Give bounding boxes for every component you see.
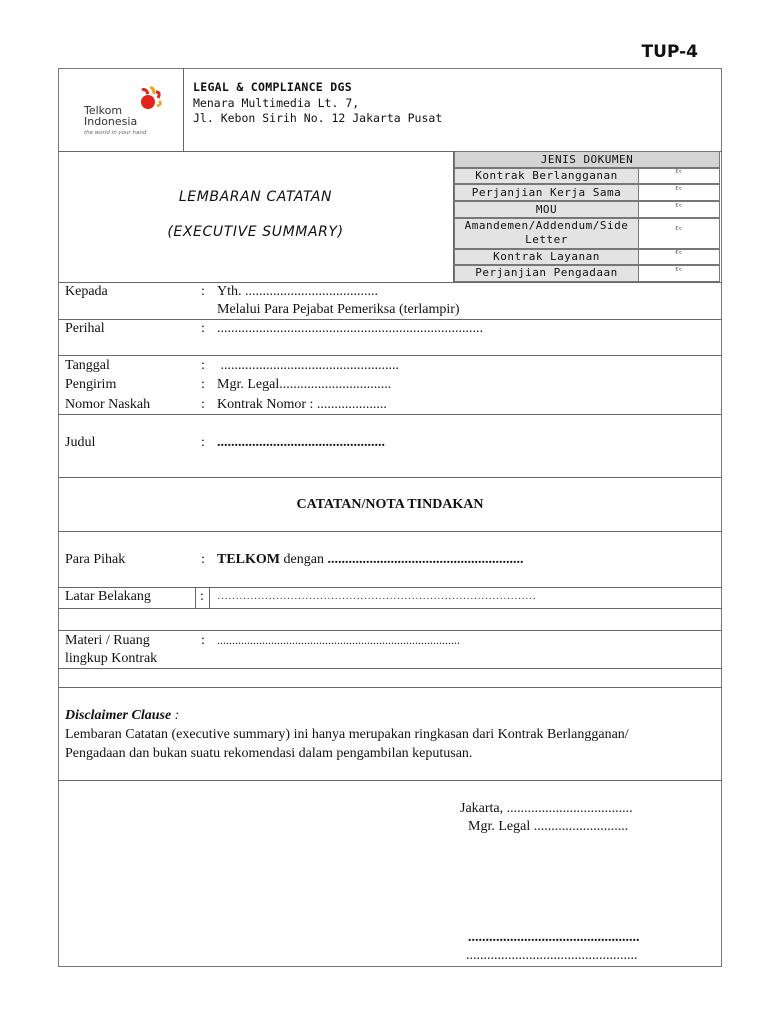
perihal-colon: : — [201, 321, 205, 336]
disclaimer-title-suffix: : — [171, 708, 180, 723]
nomor-naskah-label: Nomor Naskah — [65, 397, 151, 412]
sign-role[interactable]: Mgr. Legal ........................... — [468, 819, 629, 834]
logo-name: Telkom — [84, 104, 123, 117]
jenis-dokumen-header: JENIS DOKUMEN — [540, 153, 634, 166]
sign-title-line[interactable]: ................................................. — [466, 948, 638, 963]
org-address-2: Jl. Kebon Sirih No. 12 Jakarta Pusat — [193, 111, 443, 125]
materi-colon: : — [201, 633, 205, 648]
para-pihak-dots: ........................................................ — [327, 552, 524, 567]
section-title: CATATAN/NOTA TINDAKAN — [296, 497, 484, 512]
doc-subtitle: (EXECUTIVE SUMMARY) — [167, 224, 344, 240]
logo-tagline: the world in your hand — [84, 130, 147, 136]
disclaimer-line-2: Pengadaan dan bukan suatu rekomendasi dalam pengambilan keputusan. — [65, 746, 473, 761]
tanggal-value[interactable]: ................................................... — [217, 358, 399, 373]
jenis-item-kontrak-layanan: Kontrak Layanan — [493, 250, 600, 263]
logo-sub: Indonesia — [84, 115, 138, 128]
latar-belakang-colon: : — [200, 589, 204, 604]
judul-label: Judul — [65, 435, 96, 450]
kepada-colon: : — [201, 284, 205, 299]
judul-colon: : — [201, 435, 205, 450]
doc-title: LEMBARAN CATATAN — [178, 189, 333, 205]
tanggal-label: Tanggal — [65, 358, 110, 373]
form-code: TUP-4 — [641, 42, 698, 62]
pengirim-colon: : — [201, 377, 205, 392]
jenis-item-amandemen: Amandemen/Addendum/Side Letter — [464, 219, 629, 246]
kepada-label: Kepada — [65, 284, 108, 299]
materi-label-2: lingkup Kontrak — [65, 651, 158, 666]
kepada-value-2: Melalui Para Pejabat Pemeriksa (terlampir) — [217, 302, 460, 317]
telkom-logo-icon — [134, 86, 164, 116]
jenis-item-mou: MOU — [535, 203, 558, 216]
checkbox-perjanjian-pengadaan[interactable]: ᴱᶜ — [675, 266, 683, 275]
checkbox-kontrak-berlangganan[interactable]: ᴱᶜ — [675, 168, 683, 177]
nomor-naskah-colon: : — [201, 397, 205, 412]
jenis-item-perjanjian-pengadaan: Perjanjian Pengadaan — [475, 266, 618, 279]
para-pihak-value[interactable] — [217, 552, 523, 568]
perihal-value[interactable]: ............................................................................ — [217, 321, 483, 336]
checkbox-amandemen[interactable]: ᴱᶜ — [675, 225, 683, 234]
latar-belakang-value[interactable]: …………………………………………………………………………… — [217, 590, 536, 602]
para-pihak-telkom: TELKOM — [217, 552, 281, 567]
telkom-logo — [84, 86, 174, 146]
nomor-naskah-value[interactable]: Kontrak Nomor : .................... — [217, 397, 387, 412]
org-address-1: Menara Multimedia Lt. 7, — [193, 96, 360, 110]
checkbox-kontrak-layanan[interactable]: ᴱᶜ — [675, 249, 683, 258]
sign-name-line[interactable]: ................................................. — [468, 930, 640, 945]
para-pihak-label: Para Pihak — [65, 552, 126, 567]
disclaimer-title — [65, 708, 179, 724]
jenis-item-kontrak-berlangganan: Kontrak Berlangganan — [475, 169, 618, 182]
disclaimer-line-1: Lembaran Catatan (executive summary) ini hanya merupakan ringkasan dari Kontrak Berlangganan/ — [65, 727, 629, 742]
judul-value[interactable]: ................................................ — [217, 435, 385, 450]
materi-label-1: Materi / Ruang — [65, 633, 150, 648]
org-title: LEGAL & COMPLIANCE DGS — [193, 80, 352, 94]
sign-city[interactable]: Jakarta, .................................... — [460, 801, 633, 816]
para-pihak-colon: : — [201, 552, 205, 567]
pengirim-value[interactable]: Mgr. Legal................................ — [217, 377, 392, 392]
checkbox-perjanjian-kerja-sama[interactable]: ᴱᶜ — [675, 185, 683, 194]
disclaimer-title-text: Disclaimer Clause — [65, 708, 172, 723]
checkbox-mou[interactable]: ᴱᶜ — [675, 202, 683, 211]
latar-belakang-label: Latar Belakang — [65, 589, 151, 604]
materi-value[interactable]: ................................................................................. — [217, 633, 460, 647]
para-pihak-connector: dengan — [280, 552, 328, 567]
perihal-label: Perihal — [65, 321, 105, 336]
pengirim-label: Pengirim — [65, 377, 117, 392]
kepada-value[interactable]: Yth. ...................................... — [217, 284, 378, 299]
jenis-item-perjanjian-kerja-sama: Perjanjian Kerja Sama — [471, 186, 622, 199]
tanggal-colon: : — [201, 358, 205, 373]
